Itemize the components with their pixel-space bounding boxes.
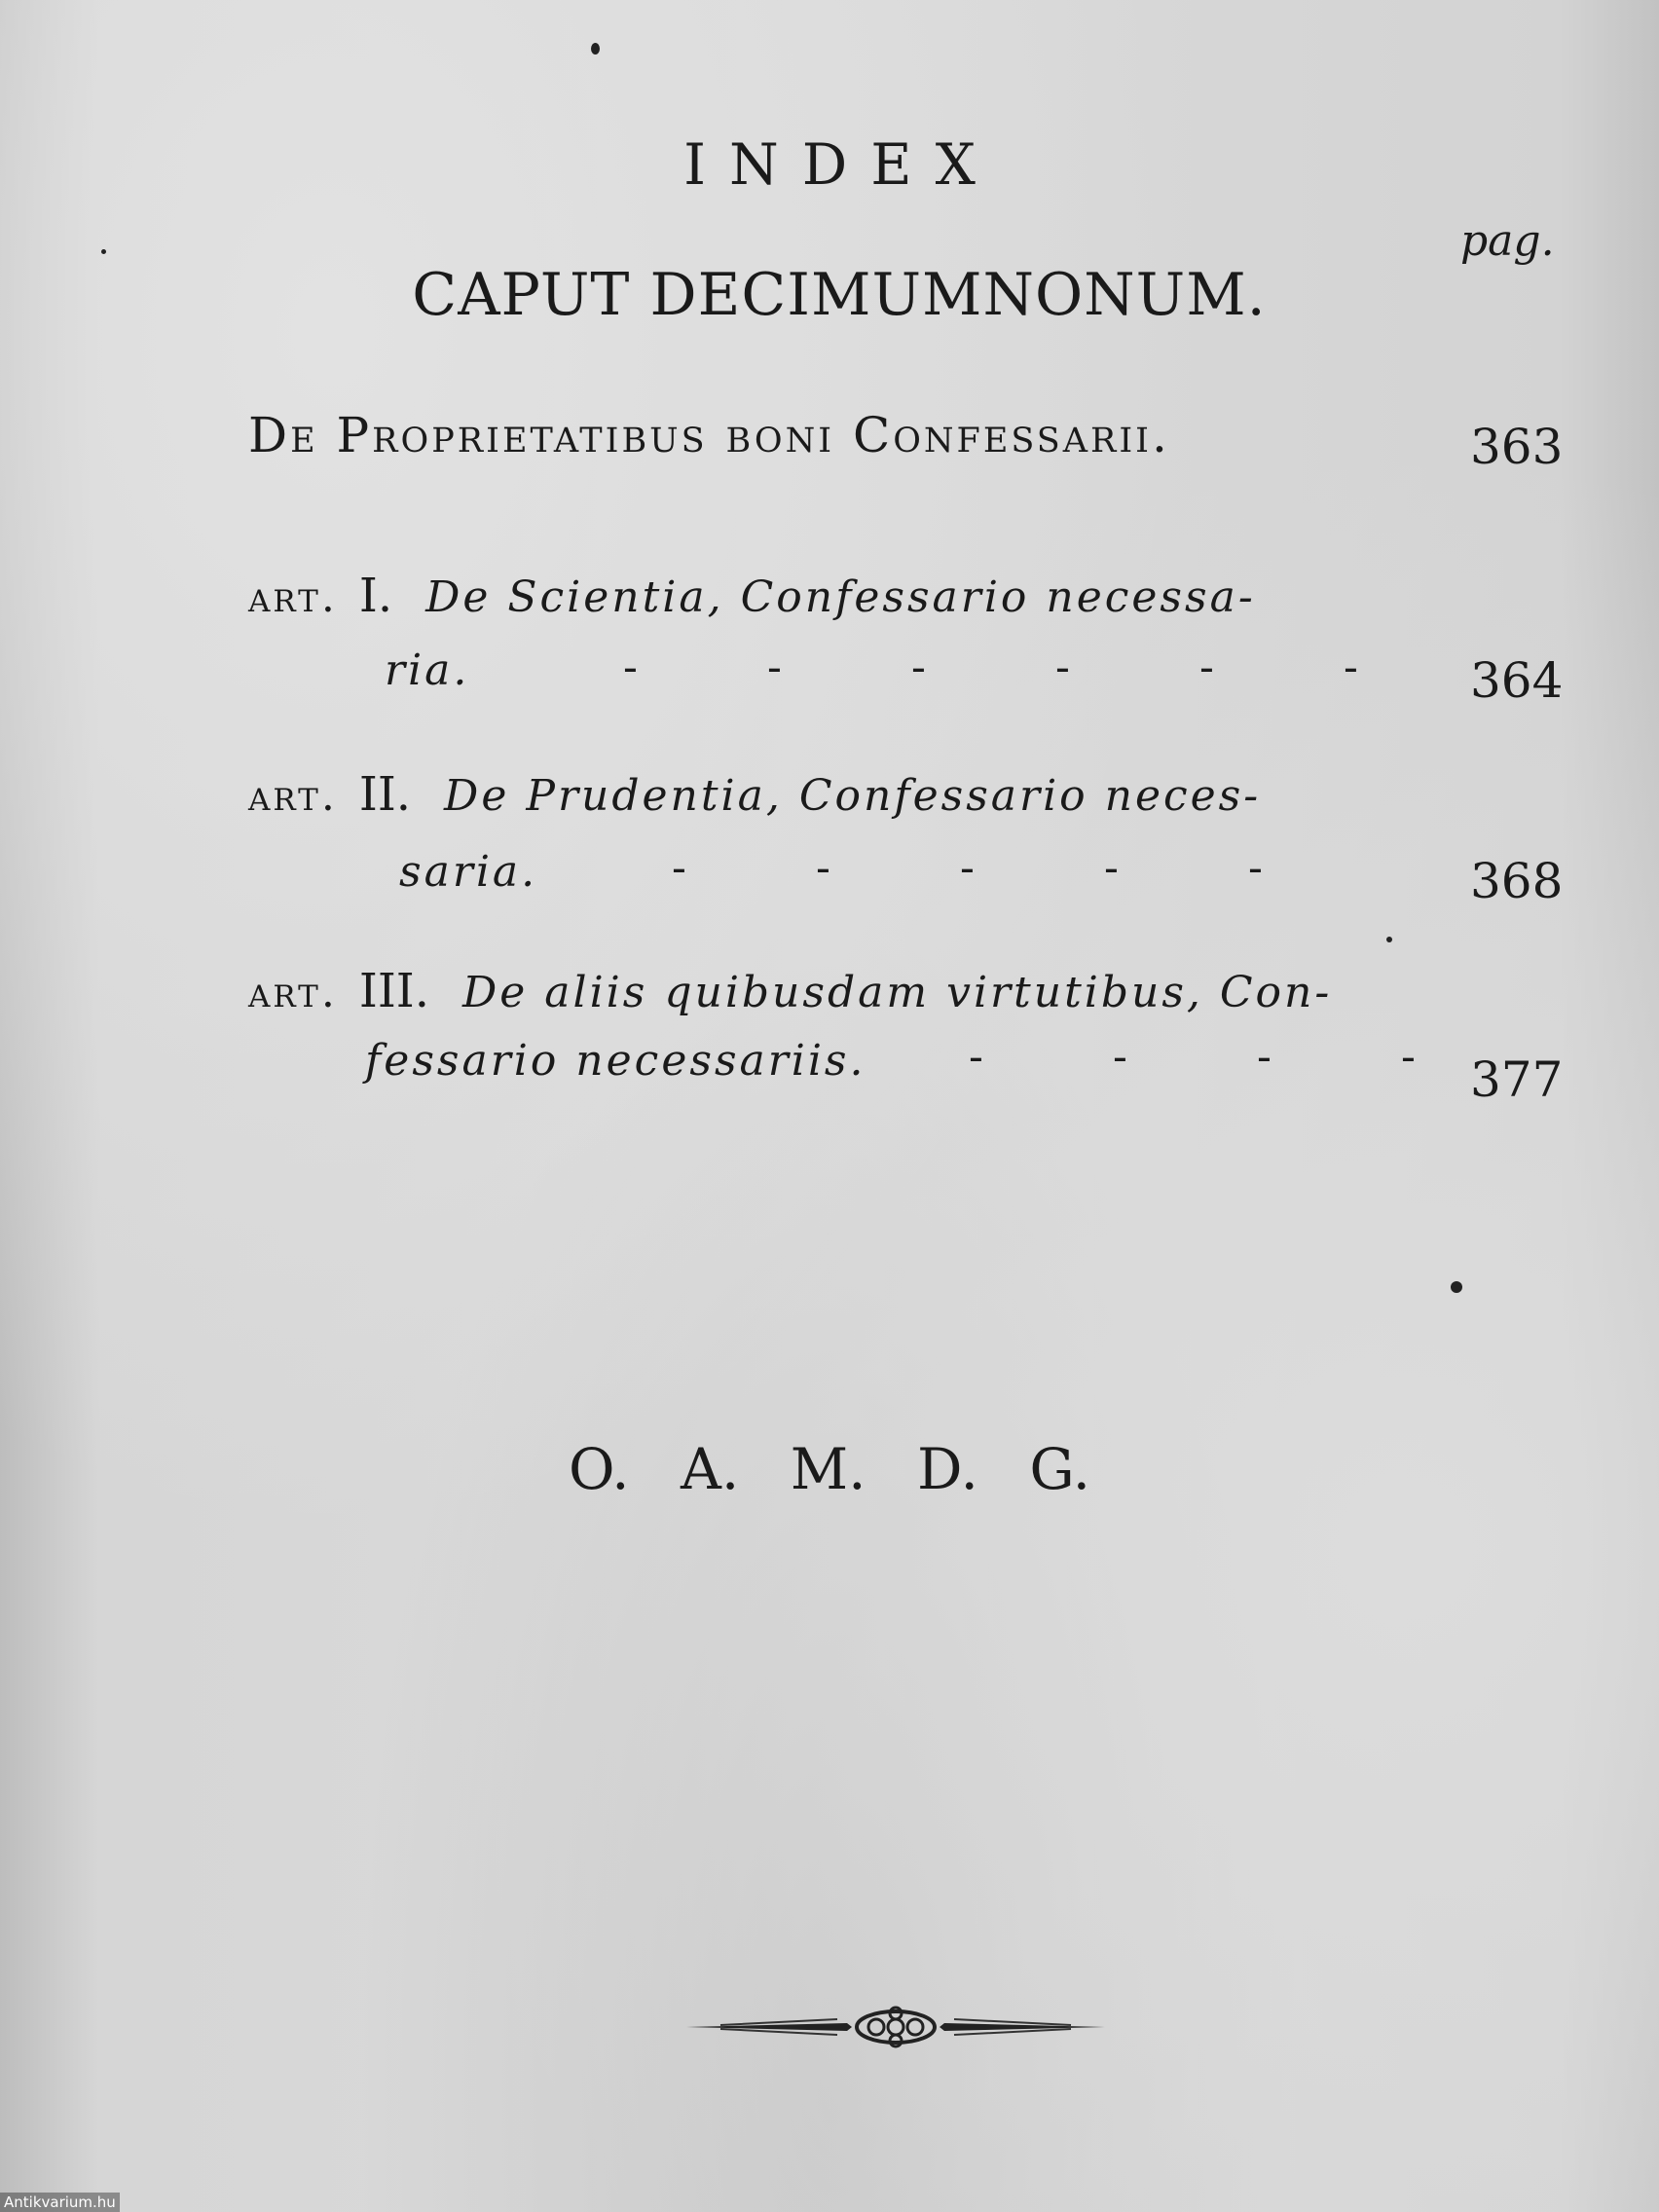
article-title: De aliis quibusdam virtutibus, Con- <box>462 968 1333 1017</box>
article-number: I. <box>358 569 393 623</box>
article-number: III. <box>358 964 429 1018</box>
article-entry <box>248 569 1256 623</box>
chapter-subtitle: De Proprietatibus boni Confessarii. <box>248 407 1170 463</box>
article-title-continuation: fessario necessariis. <box>365 1036 866 1086</box>
watermark: Antikvarium.hu <box>0 2193 120 2212</box>
closing-motto: O. A. M. D. G. <box>568 1436 1091 1502</box>
article-title: De Scientia, Confessario necessa- <box>425 572 1256 622</box>
index-title: INDEX <box>683 131 999 198</box>
article-title: De Prudentia, Confessario neces- <box>444 771 1262 821</box>
ink-speck <box>1451 1281 1462 1293</box>
leader-dots: - - - - - <box>672 843 1263 893</box>
article-label: art. <box>248 572 338 622</box>
decorative-ornament <box>682 1996 1110 2054</box>
leader-dots: - - - - <box>969 1032 1416 1082</box>
article-page-number: 364 <box>1470 652 1564 709</box>
page-column-label: pag. <box>1460 216 1555 266</box>
chapter-heading: CAPUT DECIMUMNONUM. <box>412 261 1267 329</box>
article-label: art. <box>248 968 338 1017</box>
leader-dots: - - - - - - <box>623 643 1358 692</box>
article-title-continuation: ria. <box>385 645 470 695</box>
article-entry <box>248 964 1332 1018</box>
chapter-page-number: 363 <box>1470 419 1564 475</box>
article-page-number: 368 <box>1470 853 1564 909</box>
ink-speck <box>591 43 600 55</box>
article-number: II. <box>358 767 412 822</box>
article-entry <box>248 767 1261 822</box>
ink-speck <box>101 249 106 254</box>
ink-speck <box>1386 937 1392 942</box>
article-page-number: 377 <box>1470 1051 1564 1108</box>
article-title-continuation: saria. <box>399 847 538 897</box>
article-label: art. <box>248 771 338 821</box>
